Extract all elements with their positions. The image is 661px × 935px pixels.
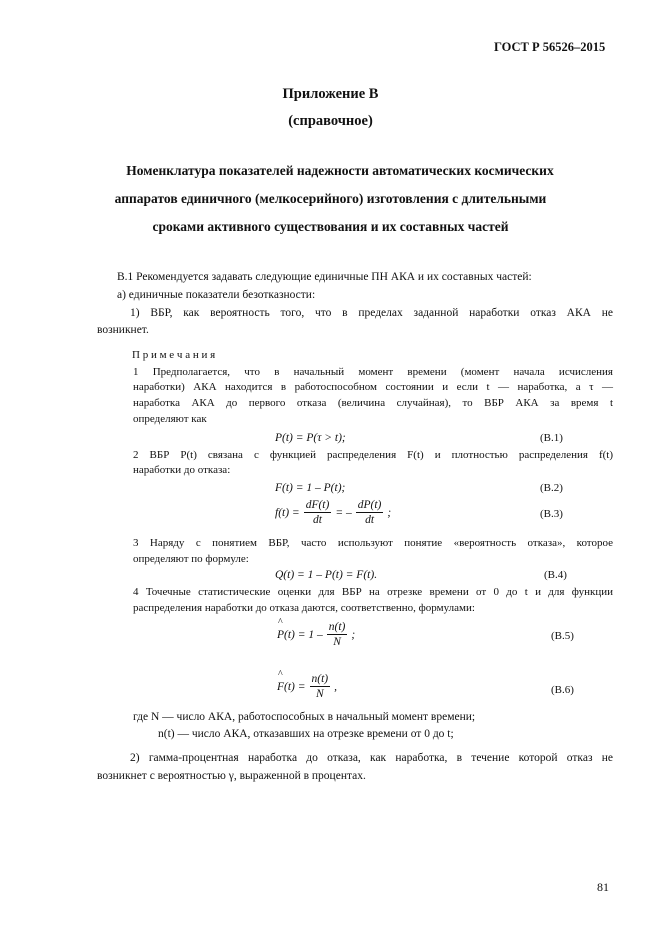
standard-header: ГОСТ Р 56526–2015 <box>494 40 606 54</box>
appendix-subtitle: (справочное) <box>288 113 373 129</box>
paragraph-1-line-2: возникнет. <box>97 324 149 336</box>
equation-b5 <box>277 617 356 649</box>
hat-accent: ^ <box>278 617 283 628</box>
heading-line-2: аппаратов единичного (мелкосерийного) изготовления с длительными <box>114 191 547 206</box>
equation-b4: Q(t) = 1 – P(t) = F(t). <box>275 569 378 581</box>
paragraph-a: а) единичные показатели безотказности: <box>117 289 316 301</box>
note-1-line-4: определяют как <box>133 413 207 425</box>
appendix-title: Приложение В <box>282 86 379 102</box>
page-number: 81 <box>597 880 609 894</box>
equation-b3 <box>275 498 391 527</box>
equation-b5-number: (В.5) <box>551 630 574 642</box>
notes-label: П р и м е ч а н и я <box>132 349 216 361</box>
equation-b3-lhs: f(t) = <box>275 507 300 520</box>
equation-b6 <box>277 669 337 701</box>
heading-line-3: сроками активного существования и их составных частей <box>152 219 509 234</box>
equation-b3-number: (В.3) <box>540 508 563 520</box>
note-1-line-1: 1 Предполагается, что в начальный момент времени (момент начала исчисления <box>133 366 613 378</box>
equation-b6-number: (В.6) <box>551 684 574 696</box>
note-3-line-1: 3 Наряду с понятием ВБР, часто используют понятие «вероятность отказа», которое <box>133 537 613 549</box>
equation-b4-number: (В.4) <box>544 569 567 581</box>
paragraph-1-line-1: 1) ВБР, как вероятность того, что в пределах заданной наработки отказ АКА не <box>130 307 613 319</box>
note-4-line-1: 4 Точечные статистические оценки для ВБР на отрезке времени от 0 до t и для функции <box>133 586 613 598</box>
equation-b1: P(t) = P(τ > t); <box>275 432 346 444</box>
hat-accent: ^ <box>278 669 283 680</box>
equation-b2: F(t) = 1 – P(t); <box>275 482 346 494</box>
note-2-line-1: 2 ВБР P(t) связана с функцией распределения F(t) и плотностью распределения f(t) <box>133 449 613 461</box>
heading-line-1: Номенклатура показателей надежности автоматических космических <box>126 163 554 178</box>
where-line-2: n(t) — число АКА, отказавших на отрезке времени от 0 до t; <box>158 728 454 740</box>
equation-b2-number: (В.2) <box>540 482 563 494</box>
equation-b5-end: ; <box>351 629 356 642</box>
equation-b6-fraction: $\frac{n(t)}{N}$ <box>311 673 329 700</box>
note-3-line-2: определяют по формуле: <box>133 553 249 565</box>
paragraph-2-line-2: возникнет с вероятностью γ, выраженной в процентах. <box>97 770 366 782</box>
note-1-line-2: наработки) АКА находится в работоспособном состоянии и если t — наработка, а τ — <box>133 381 613 393</box>
equation-b5-lhs: P(t) = 1 – <box>277 629 323 642</box>
note-4-line-2: распределения наработки до отказа даются, соответственно, формулами: <box>133 602 475 614</box>
paragraph-2-line-1: 2) гамма-процентная наработка до отказа, как наработка, в течение которой отказ не <box>130 752 613 764</box>
equation-b1-number: (В.1) <box>540 432 563 444</box>
equation-b3-fraction-1: $\frac{dF(t)}{dt}$ <box>305 499 330 526</box>
equation-b3-end: ; <box>387 507 392 520</box>
paragraph-b1: В.1 Рекомендуется задавать следующие единичные ПН АКА и их составных частей: <box>117 271 532 283</box>
equation-b5-fraction: $\frac{n(t)}{N}$ <box>328 621 346 648</box>
equation-b6-end: , <box>334 681 337 694</box>
where-line-1: где N — число АКА, работоспособных в начальный момент времени; <box>133 711 476 723</box>
note-1-line-3: наработка АКА до первого отказа (величина случайная), то ВБР АКА за время t <box>133 397 613 409</box>
equation-b3-mid: = – <box>335 507 352 520</box>
equation-b6-lhs: F(t) = <box>277 681 306 694</box>
note-2-line-2: наработки до отказа: <box>133 464 231 476</box>
equation-b3-fraction-2: $\frac{dP(t)}{dt}$ <box>357 499 382 526</box>
